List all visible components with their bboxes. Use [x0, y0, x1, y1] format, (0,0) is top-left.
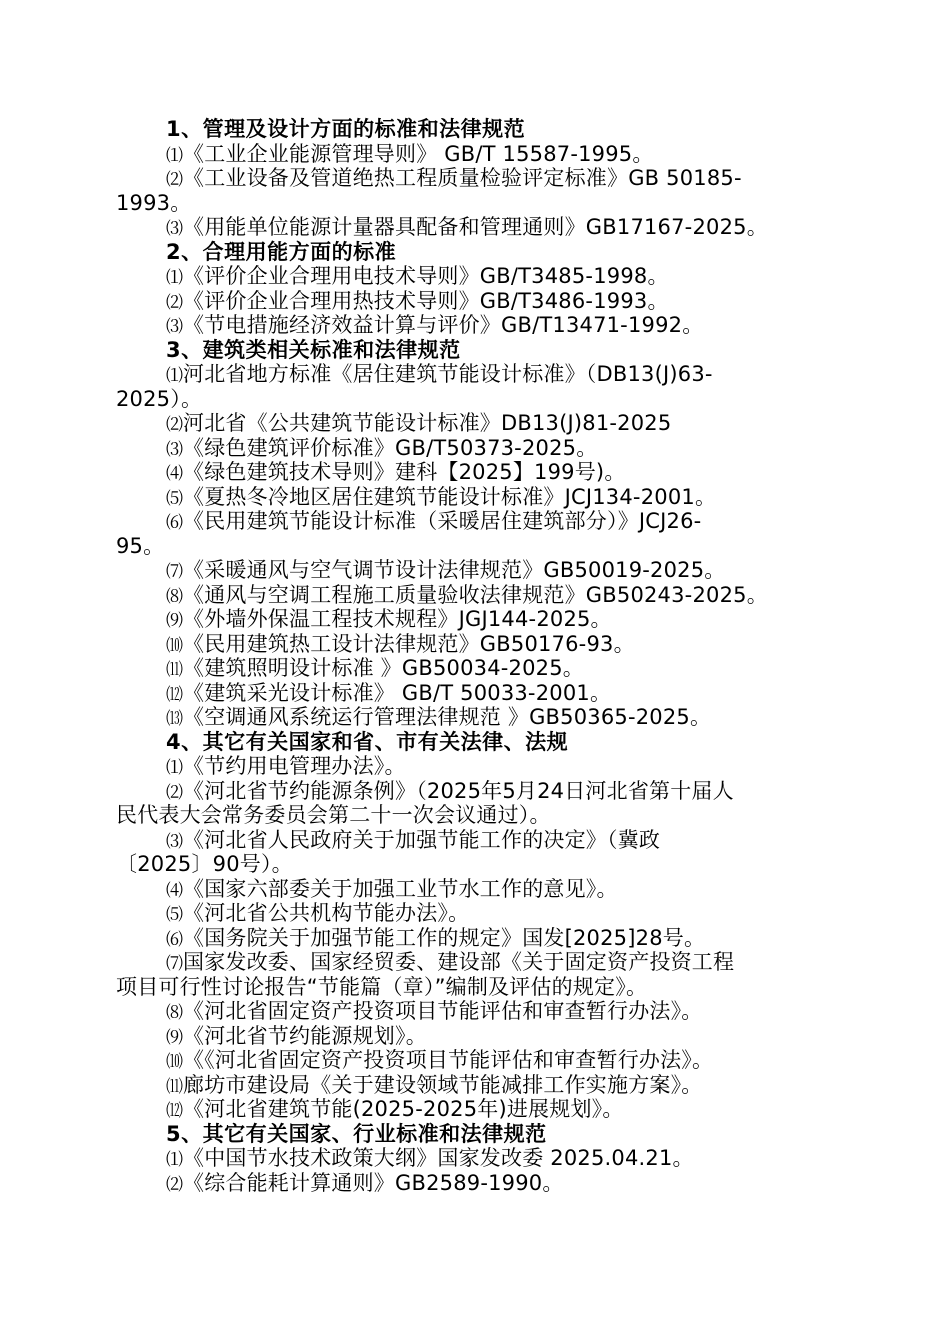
list-item — [116, 142, 836, 167]
list-item — [116, 779, 836, 804]
item-number: ⑴ — [166, 145, 183, 166]
list-item — [116, 583, 836, 608]
list-item — [116, 485, 836, 510]
list-item — [116, 362, 836, 387]
section-heading: 4、其它有关国家和省、市有关法律、法规 — [166, 729, 569, 754]
item-text: 《节电措施经济效益计算与评价》GB/T13471-1992。 — [183, 313, 704, 337]
item-text: 《外墙外保温工程技术规程》JGJ144-2025。 — [183, 607, 612, 631]
item-text: 河北省地方标准《居住建筑节能设计标准》（DB13(J)63- — [183, 362, 713, 386]
list-item — [116, 1024, 836, 1049]
item-number: ⑸ — [166, 905, 183, 925]
item-text: 《评价企业合理用热技术导则》GB/T3486-1993。 — [183, 288, 669, 313]
list-item — [116, 926, 836, 951]
list-item-continuation: 项目可行性讨论报告“节能篇（章）”编制及评估的规定》。 — [116, 974, 648, 999]
list-item — [116, 313, 836, 338]
item-text: 《夏热冬冷地区居住建筑节能设计标准》JCJ134-2001。 — [183, 484, 717, 509]
item-text: 《绿色建筑评价标准》GB/T50373-2025。 — [183, 435, 598, 460]
list-item — [116, 1048, 836, 1073]
item-number: ⑻ — [166, 586, 183, 607]
list-item — [116, 1073, 836, 1098]
list-item — [116, 656, 836, 681]
list-item-continuation: 1993。 — [116, 190, 192, 215]
item-number: ⑵ — [166, 292, 183, 313]
item-number: ⑿ — [166, 684, 183, 705]
item-number: ⑼ — [166, 611, 183, 631]
item-text: 《绿色建筑技术导则》建科【2025】199号)。 — [183, 460, 626, 484]
item-number: ⑶ — [166, 831, 183, 852]
item-number: ⑾ — [166, 660, 183, 680]
item-number: ⑷ — [166, 464, 183, 484]
list-item-continuation: 民代表大会常务委员会第二十一次会议通过）。 — [116, 803, 551, 827]
list-item — [116, 289, 836, 314]
item-text: 《国家六部委关于加强工业节水工作的意见》。 — [183, 876, 618, 901]
item-number: ⑺ — [166, 954, 183, 974]
item-number: ⑴ — [166, 1150, 183, 1170]
item-number: ⑶ — [166, 219, 183, 239]
list-item-continuation: 2025）。 — [116, 386, 203, 411]
list-item — [116, 1146, 836, 1171]
list-item — [116, 705, 836, 730]
list-item — [116, 632, 836, 657]
item-text: 《河北省节约能源规划》。 — [183, 1023, 427, 1048]
item-number: ⒀ — [166, 709, 183, 729]
section-heading: 2、合理用能方面的标准 — [166, 239, 397, 264]
item-number: ⑸ — [166, 488, 183, 509]
list-item — [116, 607, 836, 632]
list-item — [116, 1171, 836, 1196]
item-text: 《空调通风系统运行管理法律规范 》GB50365-2025。 — [183, 705, 712, 729]
list-item — [116, 1097, 836, 1122]
list-item — [116, 509, 836, 534]
list-item-continuation: 95。 — [116, 533, 165, 558]
list-item — [116, 264, 836, 289]
item-number: ⑵ — [166, 782, 183, 803]
list-item — [116, 828, 836, 853]
item-text: 《工业企业能源管理导则》 GB/T 15587-1995。 — [183, 141, 654, 166]
item-number: ⑵ — [166, 170, 183, 190]
item-text: 《河北省节约能源条例》（2025年5月24日河北省第十届人 — [183, 778, 734, 803]
list-item-continuation: 〔2025〕90号）。 — [116, 852, 293, 876]
item-text: 廊坊市建设局《关于建设领域节能减排工作实施方案》。 — [183, 1072, 703, 1097]
item-number: ⑺ — [166, 562, 183, 582]
item-number: ⑹ — [166, 929, 183, 950]
item-text: 《评价企业合理用电技术导则》GB/T3485-1998。 — [183, 264, 669, 288]
item-number: ⑴ — [166, 268, 183, 288]
list-item — [116, 411, 836, 436]
item-text: 《节约用电管理办法》。 — [183, 754, 406, 778]
item-text: 《河北省建筑节能(2025-2025年)进展规划》。 — [183, 1097, 624, 1121]
item-text: 《河北省人民政府关于加强节能工作的决定》（冀政 — [183, 827, 661, 852]
item-number: ⑿ — [166, 1101, 183, 1121]
list-item — [116, 950, 836, 975]
list-item — [116, 877, 836, 902]
item-number: ⑷ — [166, 880, 183, 901]
list-item — [116, 999, 836, 1024]
item-number: ⑶ — [166, 317, 183, 337]
item-text: 《建筑采光设计标准》 GB/T 50033-2001。 — [183, 680, 612, 705]
item-number: ⑾ — [166, 1076, 183, 1097]
list-item — [116, 901, 836, 926]
item-text: 《国务院关于加强节能工作的规定》国发[2025]28号。 — [183, 925, 706, 950]
item-number: ⑽ — [166, 1052, 183, 1072]
section-heading: 1、管理及设计方面的标准和法律规范 — [166, 117, 526, 141]
document-content — [116, 117, 836, 1195]
item-number: ⑼ — [166, 1027, 183, 1048]
list-item — [116, 436, 836, 461]
item-text: 《河北省公共机构节能办法》。 — [183, 901, 470, 925]
item-text: 《《河北省固定资产投资项目节能评估和审查暂行办法》。 — [183, 1048, 714, 1072]
list-item — [116, 754, 836, 779]
item-text: 《河北省固定资产投资项目节能评估和审查暂行办法》。 — [183, 999, 703, 1023]
item-number: ⑴ — [166, 758, 183, 778]
item-number: ⑹ — [166, 513, 183, 533]
item-text: 《通风与空调工程施工质量验收法律规范》GB50243-2025。 — [183, 582, 768, 607]
item-number: ⑽ — [166, 635, 183, 656]
list-item — [116, 215, 836, 240]
list-item — [116, 166, 836, 191]
item-text: 《建筑照明设计标准 》GB50034-2025。 — [183, 656, 584, 680]
item-text: 《用能单位能源计量器具配备和管理通则》GB17167-2025。 — [183, 215, 768, 239]
item-text: 《综合能耗计算通则》GB2589-1990。 — [183, 1170, 564, 1195]
item-number: ⑴ — [166, 366, 183, 386]
item-number: ⑵ — [166, 1174, 183, 1195]
list-item — [116, 558, 836, 583]
item-text: 《工业设备及管道绝热工程质量检验评定标准》GB 50185- — [183, 166, 742, 190]
item-text: 河北省《公共建筑节能设计标准》DB13(J)81-2025 — [183, 411, 672, 435]
item-text: 《民用建筑节能设计标准（采暖居住建筑部分）》JCJ26- — [183, 509, 702, 533]
section-heading: 3、建筑类相关标准和法律规范 — [166, 337, 461, 362]
item-text: 《采暖通风与空气调节设计法律规范》GB50019-2025。 — [183, 558, 726, 582]
item-text: 国家发改委、国家经贸委、建设部《关于固定资产投资工程 — [183, 950, 735, 974]
item-text: 《民用建筑热工设计法律规范》GB50176-93。 — [183, 631, 635, 656]
item-number: ⑶ — [166, 439, 183, 460]
item-text: 《中国节水技术政策大纲》国家发改委 2025.04.21。 — [183, 1146, 694, 1170]
item-number: ⑵ — [166, 415, 183, 435]
list-item — [116, 681, 836, 706]
list-item — [116, 460, 836, 485]
section-heading: 5、其它有关国家、行业标准和法律规范 — [166, 1121, 547, 1146]
item-number: ⑻ — [166, 1003, 183, 1023]
